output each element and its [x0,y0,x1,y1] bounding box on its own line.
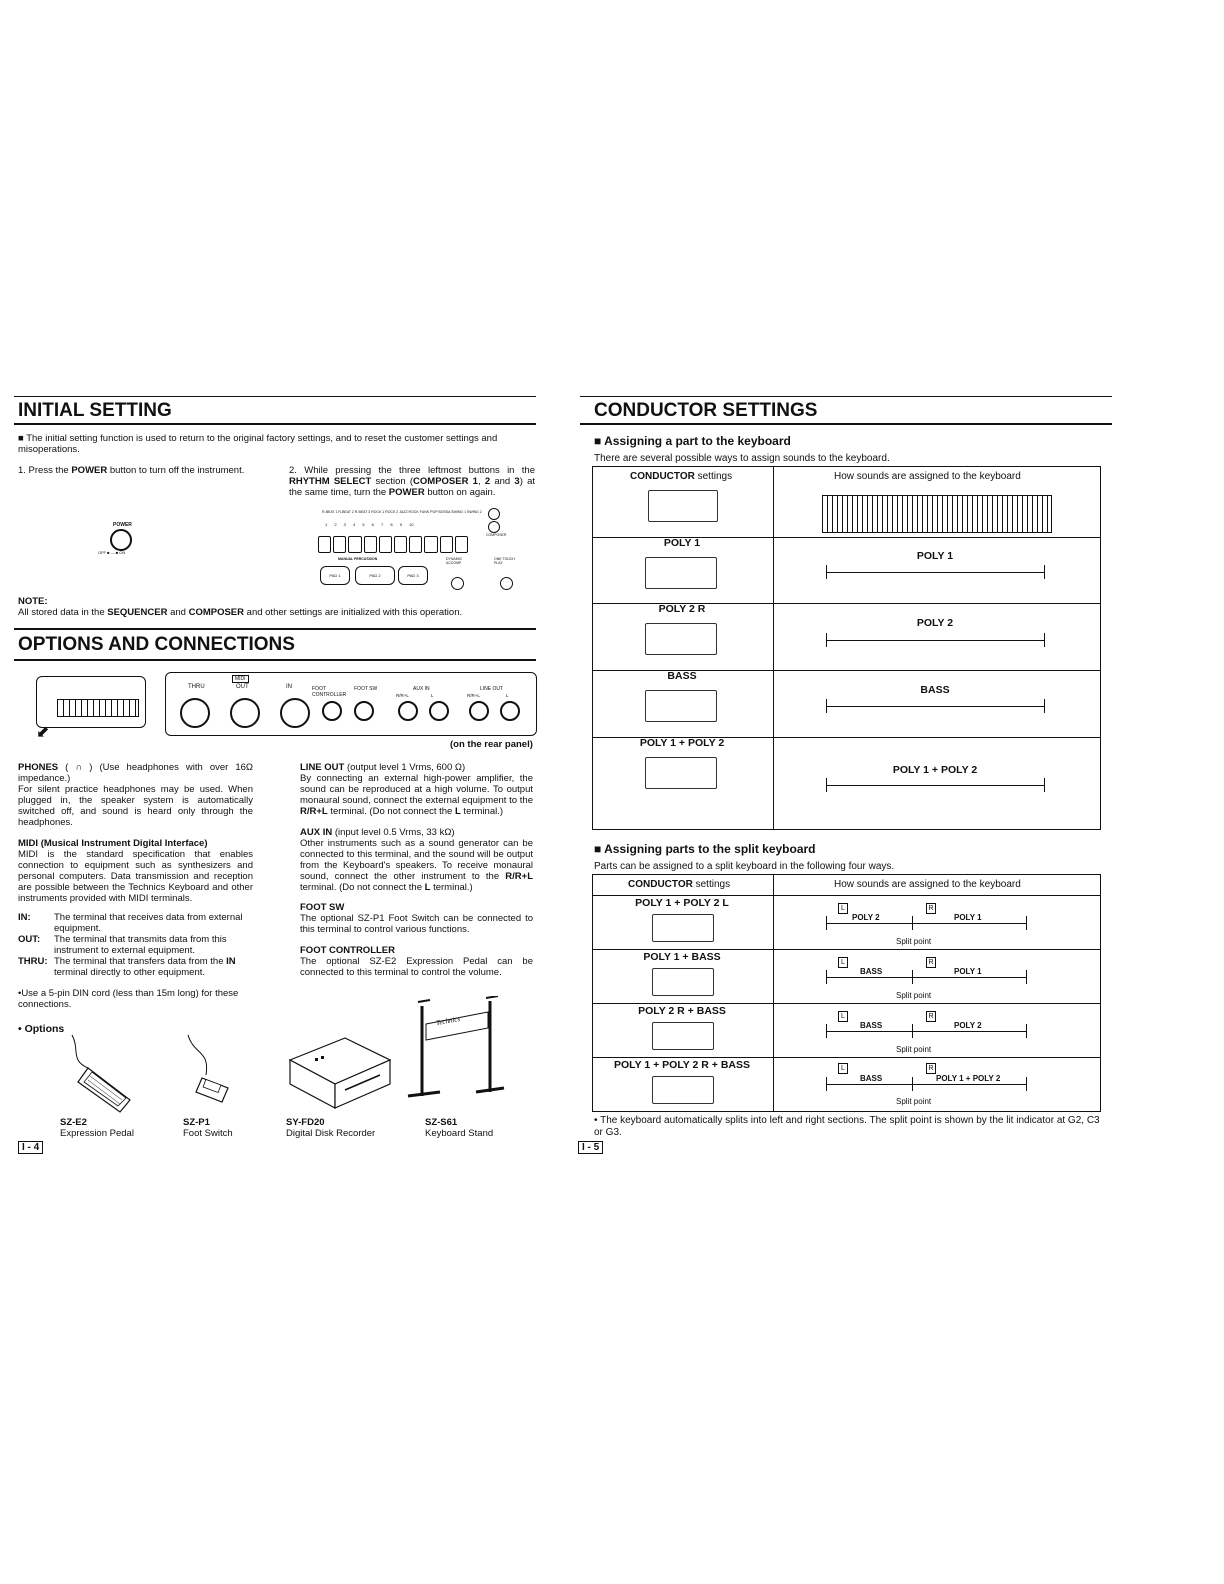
split-left-part: BASS [860,1074,883,1083]
section2-intro: Parts can be assigned to a split keyboard in the following four ways. [594,861,895,872]
split-row-name: POLY 2 R + BASS [638,1005,726,1017]
split-right-part: POLY 1 + POLY 2 [936,1074,1001,1083]
conductor-panel-icon [645,757,717,789]
keyboard-diagram [822,495,1052,533]
rhythm-button-3[interactable] [348,536,361,553]
left-indicator-icon: L [838,1011,848,1022]
section2-title: ■ Assigning parts to the split keyboard [594,842,816,856]
right-indicator-icon: R [926,1063,936,1074]
aux-in-section: AUX IN (input level 0.5 Vrms, 33 kΩ) Other instruments such as a sound generator can be connected to this terminal, and the sound will be output from the Keyboard's speakers. To receive monaural sound, connect the other instrument to the R/R+L terminal. (Do not connect the L terminal.) [300,827,533,893]
split-point-label: Split point [896,1097,932,1106]
midi-section: MIDI (Musical Instrument Digital Interface) MIDI is the standard specification that enables connection to equipment such as synthesizers and personal computers. Data transmission and reception are possible between the Technics Keyboard and other instruments provided with MIDI terminals. [18,838,253,904]
conductor-panel-icon [645,690,717,722]
row-poly1-assign: POLY 1 [916,550,954,562]
keyboard-keys-icon [57,699,139,717]
options-title: OPTIONS AND CONNECTIONS [18,634,295,655]
split-point-label: Split point [896,1045,932,1054]
rhythm-button-row [318,536,468,552]
split-left-part: BASS [860,967,883,976]
column-how: How sounds are assigned to the keyboard [834,471,1021,482]
midi-terminals: IN: The terminal that receives data from external equipment. OUT: The terminal that transmits data from this instrument to external equipment. THRU: The terminal that transfers data from the IN terminal directly to other equipment. [18,912,243,978]
section1-intro: There are several possible ways to assign sounds to the keyboard. [594,453,890,464]
split-point-label: Split point [896,937,932,946]
rhythm-numbers: 1 2 3 4 5 6 7 8 9 10 [325,522,414,527]
conductor-panel-icon [648,490,718,522]
aux-l-label: L [431,693,434,698]
foot-switch-icon [180,1030,250,1110]
option-item: SY-FD20 Digital Disk Recorder [286,1117,376,1139]
rhythm-button-2[interactable] [333,536,346,553]
rhythm-button-10[interactable] [455,536,468,553]
column-conductor: CONDUCTOR settings [630,471,733,482]
conductor-panel-icon [652,1022,714,1050]
row-poly1-name: POLY 1 [663,537,701,549]
conductor-panel-icon [652,1076,714,1104]
composer-indicator-icon [488,521,500,533]
conductor-panel-icon [652,914,714,942]
dynamic-accomp-label: DYNAMIC ACCOMP [446,557,463,565]
split-left-part: BASS [860,1021,883,1030]
row-bass-assign: BASS [920,684,950,696]
pad-2-button[interactable]: PAD 2 [355,566,395,585]
disk-recorder-icon [285,1030,395,1115]
rhythm-labels: R-BEAT 1 R-BEAT 2 R-BEAT 3 ROCK 1 ROCK 2 JAZZ ROCK FUNK POP BOSSA SWING 1 SWING 2 [322,510,482,514]
step-2: 2. While pressing the three leftmost buttons in the RHYTHM SELECT section (COMPOSER 1, 2 and 3) at the same time, turn the POWER button on again. [289,465,535,498]
line-rl-jack-icon [469,701,489,721]
row-poly1-poly2-assign: POLY 1 + POLY 2 [892,764,978,776]
foot-controller-label: FOOT CONTROLLER [312,686,347,698]
out-label: OUT [236,684,249,690]
step-1: 1. Press the POWER button to turn off the instrument. [18,465,245,476]
line-l-jack-icon [500,701,520,721]
initial-setting-title: INITIAL SETTING [18,400,172,421]
page-number-right: I - 5 [578,1141,603,1154]
left-indicator-icon: L [838,903,848,914]
conductor-panel-icon [652,968,714,996]
split-footnote: • The keyboard automatically splits into left and right sections. The split point is shown by the lit indicator at G2, C3 or G3. [594,1115,1100,1138]
rhythm-button-7[interactable] [409,536,422,553]
foot-sw-jack-icon [354,701,374,721]
right-indicator-icon: R [926,1011,936,1022]
row-poly1-poly2-name: POLY 1 + POLY 2 [639,737,725,749]
option-item: SZ-S61 Keyboard Stand [425,1117,494,1139]
foot-sw-label: FOOT SW [354,686,378,692]
indicator-icon [488,508,500,520]
composer-label: COMPOSER [486,533,507,537]
column-conductor-2: CONDUCTOR settings [628,879,731,890]
aux-rl-label: R/R+L [396,693,409,698]
left-indicator-icon: L [838,1063,848,1074]
row-bass-name: BASS [667,670,697,682]
right-indicator-icon: R [926,957,936,968]
rhythm-button-1[interactable] [318,536,331,553]
pad-3-button[interactable]: PAD 3 [398,566,428,585]
split-row-name: POLY 1 + POLY 2 L [635,897,729,909]
one-touch-play-label: ONE TOUCH PLAY [494,557,515,565]
row-poly2r-name: POLY 2 R [658,603,706,615]
option-item: SZ-E2 Expression Pedal [60,1117,134,1139]
line-out-section: LINE OUT (output level 1 Vrms, 600 Ω) By connecting an external high-power amplifier, the sound can be reproduced at a high volume. To output monaural sound, connect the external equipment to the R/R+L terminal. (Do not connect the L terminal.) [300,762,533,817]
split-row-name: POLY 1 + BASS [643,951,721,963]
split-row-name: POLY 1 + POLY 2 R + BASS [614,1059,750,1071]
keyboard-sketch [36,676,146,728]
conductor-settings-title: CONDUCTOR SETTINGS [594,400,818,421]
rear-panel-caption: (on the rear panel) [450,739,533,750]
note-title: NOTE: [18,596,48,607]
in-label: IN [286,684,292,690]
headphones-icon: ( ∩ ) [65,762,93,773]
foot-controller-section: FOOT CONTROLLER The optional SZ-E2 Expression Pedal can be connected to this terminal to control the volume. [300,945,533,978]
midi-in-jack-icon [280,698,310,728]
split-right-part: POLY 1 [954,967,982,976]
split-left-part: POLY 2 [852,913,880,922]
power-off-on: OFF ■ — ■ ON [98,550,126,555]
bullet-icon: ■ [18,433,24,444]
conductor-panel-icon [645,557,717,589]
option-item: SZ-P1 Foot Switch [183,1117,233,1139]
stand-brand: Technics [435,1014,461,1028]
note-text: All stored data in the SEQUENCER and COMPOSER and other settings are initialized with this operation. [18,607,463,618]
foot-sw-section: FOOT SW The optional SZ-P1 Foot Switch can be connected to this terminal to control various functions. [300,902,533,935]
right-indicator-icon: R [926,903,936,914]
row-poly2r-assign: POLY 2 [916,617,954,629]
aux-in-label: AUX IN [413,686,430,692]
rhythm-button-6[interactable] [394,536,407,553]
aux-l-jack-icon [429,701,449,721]
aux-rl-jack-icon [398,701,418,721]
conductor-panel-icon [645,623,717,655]
rhythm-button-9[interactable] [440,536,453,553]
power-label: POWER [113,522,132,528]
midi-label: MIDI [232,675,249,683]
rhythm-button-5[interactable] [379,536,392,553]
left-indicator-icon: L [838,957,848,968]
midi-thru-jack-icon [180,698,210,728]
rhythm-button-8[interactable] [424,536,437,553]
initial-intro: ■ The initial setting function is used to return to the original factory settings, and to reset the customer settings and misoperations. [18,433,498,455]
keyboard-stand-icon [400,996,510,1116]
options-label: • Options [18,1023,65,1035]
foot-controller-jack-icon [322,701,342,721]
din-note: •Use a 5-pin DIN cord (less than 15m long) for these connections. [18,988,239,1010]
page-number-left: I - 4 [18,1141,43,1154]
power-button-icon[interactable] [110,529,132,551]
midi-out-jack-icon [230,698,260,728]
line-l-label: L [506,693,509,698]
column-how-2: How sounds are assigned to the keyboard [834,879,1021,890]
section1-title: ■ Assigning a part to the keyboard [594,434,791,448]
one-touch-play-button-icon[interactable] [500,577,513,590]
phones-section: PHONES ( ∩ ) (Use headphones with over 16Ω impedance.) For silent practice headphones may be used. When plugged in, the speaker system is automatically switched off, and sound is heard only through the headphones. [18,762,254,828]
dynamic-accomp-button-icon[interactable] [451,577,464,590]
line-out-label: LINE OUT [480,686,504,692]
manual-percussion-label: MANUAL PERCUSSION [338,557,378,561]
rhythm-button-4[interactable] [364,536,377,553]
expression-pedal-icon [60,1030,150,1115]
arrow-icon: ⬋ [36,724,50,741]
split-point-label: Split point [896,991,932,1000]
line-rl-label: R/R+L [467,693,480,698]
thru-label: THRU [188,684,205,690]
pad-1-button[interactable]: PAD 1 [320,566,350,585]
split-right-part: POLY 2 [954,1021,982,1030]
split-right-part: POLY 1 [954,913,982,922]
